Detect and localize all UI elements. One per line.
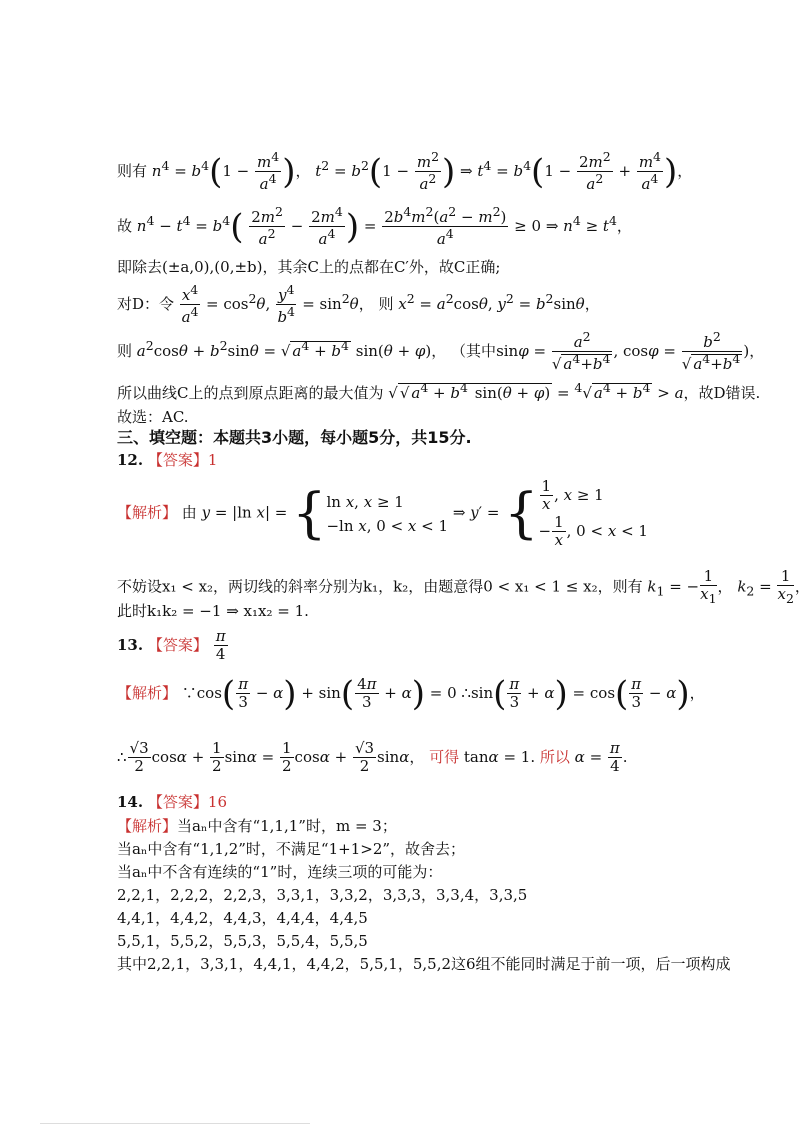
text-by: 由 — [181, 503, 197, 522]
text-note: （其中 — [451, 341, 497, 360]
q12-answer-value: 1 — [207, 451, 218, 469]
q14-analysis-tag: 【解析】 — [117, 817, 178, 835]
q14-answer-line — [117, 793, 227, 811]
q14-analysis-1 — [117, 817, 397, 835]
q12-text-1: 不妨设x₁ < x₂，两切线的斜率分别为k₁，k₂，由题意得0 < x₁ < 1 ≤ x₂，则有 — [117, 577, 643, 596]
text-d-wrong: ，故D错误. — [683, 384, 761, 402]
q12-answer-line — [117, 451, 217, 469]
q14-text-4: 其中2,2,1，3,3,1，4,4,1，4,4,2，5,5,1，5,5,2这6组不能同时满足于前一项，后一项构成 — [117, 955, 731, 973]
q12-line-2: 此时k₁k₂ = −1 ⇒ x₁x₂ = 1. — [117, 602, 309, 620]
eq-line-6: 所以曲线C上的点到原点距离的最大值为 √ √ $a^4 + b^4$ sin(θ + φ) = $^4$√ $a^4 + b^4 > a$，故D错误. — [117, 380, 761, 402]
q13-answer-tag: 【答案】 — [147, 635, 208, 654]
q14-row-1: 2,2,1，2,2,2，2,2,3，3,3,1，3,3,2，3,3,3，3,3,4，3,3,5 — [117, 886, 528, 904]
q13-text-so: 所以 — [539, 747, 570, 766]
text-line-3: 即除去(±a,0),(0,±b)，其余C上的点都在C′外，故C正确; — [117, 258, 501, 276]
text-for-d: 对D：令 — [117, 294, 175, 313]
text-max: 所以曲线C上的点到原点距离的最大值为 — [117, 384, 384, 402]
eq-line-2: 故 $n^4 - t^4 = b^4$( $\frac{2m^2}{a^2}$ − $\frac{2m^4}{a^4}$ ) = $\frac{2b^4m^2(a^2 - m^2)}{a^4}$ ≥ 0 ⇒ $n^4 \ge t^4$， — [117, 204, 632, 249]
q14-text-2: 当aₙ中含有“1,1,2”时，不满足“1+1>2”，故舍去； — [117, 840, 466, 858]
text-then: 则有 — [117, 161, 148, 180]
q14-number: 14. — [117, 793, 144, 811]
q14-text-3: 当aₙ中不含有连续的“1”时，连续三项的可能为： — [117, 863, 443, 881]
text-then-2: 则 — [117, 341, 133, 360]
q12-number: 12. — [117, 451, 144, 469]
text-so: 故 — [117, 216, 133, 235]
q14-row-3: 5,5,1，5,5,2，5,5,3，5,5,4，5,5,5 — [117, 932, 368, 950]
eq-line-1: 则有 $n^4 = b^4(1$ − $\frac{m^4}{a^4}$ )， $t^2 = b^2(1$ − $\frac{m^2}{a^2}$ ) ⇒ $t^4 = b^4(1$ − $\frac{2m^2}{a^2}$ + $\frac{m^4}{a^4}$ )， — [117, 149, 693, 194]
q14-row-2: 4,4,1，4,4,2，4,4,3，4,4,4，4,4,5 — [117, 909, 368, 927]
q13-answer-line — [117, 628, 229, 664]
q12-analysis: 【解析】 由 y = |ln x| = {ln x, x ≥ 1 −ln x, 0 < x < 1 ⇒ y′ = { $\frac{1}{x}$ , x ≥ 1 − $\frac{1}{x}$ , 0 < x < 1 — [117, 477, 648, 549]
q12-analysis-tag: 【解析】 — [117, 503, 178, 522]
q13-analysis: 【解析】 ∵cos( $\frac{\pi}{3}$ − α) + sin( $\frac{4\pi}{3}$ + α) = 0 ∴sin( $\frac{\pi}{3}$ + α) = cos( $\frac{\pi}{3}$ − α)， — [117, 673, 705, 714]
q12-answer-tag: 【答案】 — [147, 451, 208, 469]
q14-text-1: 当aₙ中含有“1,1,1”时，m = 3； — [177, 817, 397, 835]
q13-analysis-tag: 【解析】 — [117, 683, 178, 702]
q13-number: 13. — [117, 635, 144, 654]
q14-answer-tag: 【答案】 — [147, 793, 208, 811]
q13-answer-value: $\frac{\pi}{4}$ — [215, 627, 226, 664]
q12-line-1: 不妨设x₁ < x₂，两切线的斜率分别为k₁，k₂，由题意得0 < x₁ < 1 ≤ x₂，则有 $k_1$ = − $\frac{1}{x_1}$ ， $k_2$ = $\frac{1}{x_2}$ ， — [117, 567, 810, 607]
section-title: 三、填空题：本题共3小题，每小题5分，共15分. — [117, 428, 472, 447]
eq-line-5: 则 $a^2\cos\theta + b^2\sin\theta$ = √ $a^4 + b^4$ sin(θ + φ)， （其中sinφ = $\frac{a^2}{√ a^4+b^4}$ , cosφ = $\frac{b^2}{√ a^4+b^4}$ )， — [117, 329, 765, 374]
text-choose: 故选：AC. — [117, 408, 189, 426]
q13-line-2: ∴ $\frac{√3}{2}$ cosα + $\frac{1}{2}$ sinα = $\frac{1}{2}$ cosα + $\frac{√3}{2}$ sinα， 可得 tanα = 1. 所以 α = $\frac{\pi}{4}$ . — [117, 739, 628, 776]
footer-rule — [40, 1123, 310, 1124]
eq-line-4: 对D：令 $\frac{x^4}{a^4}$ = $\cos^2\theta$, $\frac{y^4}{b^4}$ = $\sin^2\theta$， 则 $x^2 = a^2\cos\theta$, $y^2 = b^2\sin\theta$， — [117, 282, 600, 327]
q13-text-get: 可得 — [429, 747, 460, 766]
q14-answer-value: 16 — [207, 793, 227, 811]
